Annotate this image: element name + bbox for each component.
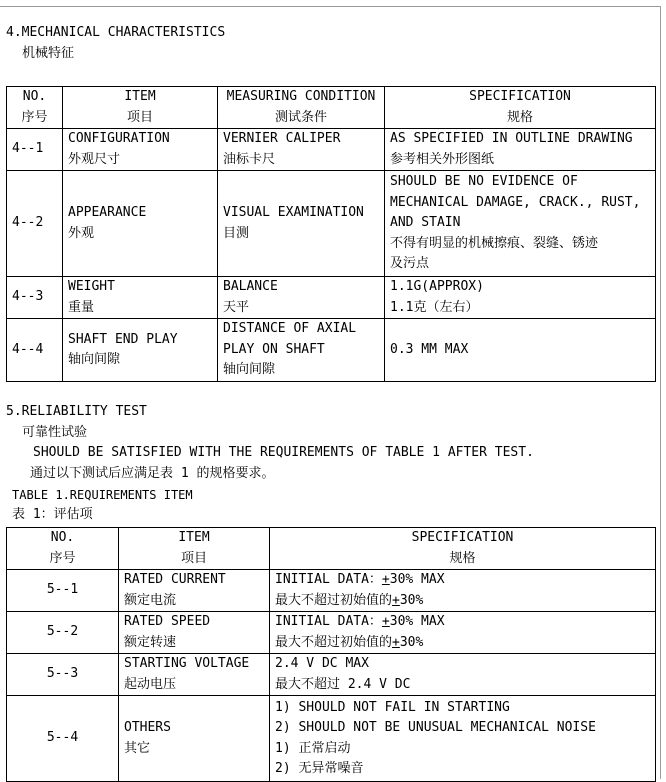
row-condition: DISTANCE OF AXIAL PLAY ON SHAFT 轴向间隙 xyxy=(218,319,385,382)
table-row xyxy=(7,129,656,171)
table-header-row xyxy=(7,87,656,129)
row-spec: 0.3 MM MAX xyxy=(385,319,656,382)
table-row xyxy=(7,612,656,654)
table1-title: TABLE 1.REQUIREMENTS ITEM xyxy=(12,488,193,502)
section4-title: 4.MECHANICAL CHARACTERISTICS xyxy=(6,25,226,40)
header-no: NO. 序号 xyxy=(7,528,119,570)
table-row xyxy=(7,570,656,612)
section5-note-cn: 通过以下测试后应满足表 1 的规格要求。 xyxy=(30,466,275,481)
row-no: 5--1 xyxy=(7,570,119,612)
section4-title-cn: 机械特征 xyxy=(22,46,75,61)
table-header-row xyxy=(7,528,656,570)
mechanical-table xyxy=(6,86,656,382)
row-spec: SHOULD BE NO EVIDENCE OF MECHANICAL DAMAGE, CRACK., RUST, AND STAIN 不得有明显的机械擦痕、裂缝、锈迹 及污点 xyxy=(385,171,656,277)
table-row xyxy=(7,654,656,696)
section5-title: 5.RELIABILITY TEST xyxy=(6,404,147,419)
row-item: RATED SPEED 额定转速 xyxy=(119,612,270,654)
section5-title-cn: 可靠性试验 xyxy=(22,425,88,440)
row-no: 4--4 xyxy=(7,319,63,382)
row-item: SHAFT END PLAY 轴向间隙 xyxy=(63,319,218,382)
page-frame-right xyxy=(660,6,661,779)
header-spec: SPECIFICATION 规格 xyxy=(270,528,656,570)
row-spec: INITIAL DATA：+30% MAX 最大不超过初始值的+30% xyxy=(270,612,656,654)
header-no: NO. 序号 xyxy=(7,87,63,129)
row-condition: VERNIER CALIPER 油标卡尺 xyxy=(218,129,385,171)
row-condition: VISUAL EXAMINATION 目测 xyxy=(218,171,385,277)
header-condition: MEASURING CONDITION 测试条件 xyxy=(218,87,385,129)
row-spec: 1.1G(APPROX) 1.1克（左右） xyxy=(385,277,656,319)
row-no: 4--3 xyxy=(7,277,63,319)
table-row xyxy=(7,171,656,277)
row-spec: 1) SHOULD NOT FAIL IN STARTING 2) SHOULD NOT BE UNUSUAL MECHANICAL NOISE 1) 正常启动 2) 无异常噪音 xyxy=(270,696,656,782)
row-item: CONFIGURATION 外观尺寸 xyxy=(63,129,218,171)
row-item: WEIGHT 重量 xyxy=(63,277,218,319)
table-row xyxy=(7,696,656,782)
section5-note: SHOULD BE SATISFIED WITH THE REQUIREMENTS OF TABLE 1 AFTER TEST. xyxy=(33,445,534,460)
row-no: 4--1 xyxy=(7,129,63,171)
reliability-table xyxy=(6,527,656,782)
row-no: 4--2 xyxy=(7,171,63,277)
row-no: 5--3 xyxy=(7,654,119,696)
row-item: RATED CURRENT 额定电流 xyxy=(119,570,270,612)
row-item: STARTING VOLTAGE 起动电压 xyxy=(119,654,270,696)
page-frame-top xyxy=(0,6,660,7)
table-row xyxy=(7,277,656,319)
header-item: ITEM 项目 xyxy=(63,87,218,129)
table1-title-cn: 表 1：评估项 xyxy=(12,507,93,522)
row-no: 5--4 xyxy=(7,696,119,782)
row-condition: BALANCE 天平 xyxy=(218,277,385,319)
row-spec: 2.4 V DC MAX 最大不超过 2.4 V DC xyxy=(270,654,656,696)
header-spec: SPECIFICATION 规格 xyxy=(385,87,656,129)
row-spec: AS SPECIFIED IN OUTLINE DRAWING 参考相关外形图纸 xyxy=(385,129,656,171)
row-item: OTHERS 其它 xyxy=(119,696,270,782)
row-item: APPEARANCE 外观 xyxy=(63,171,218,277)
row-spec: INITIAL DATA：+30% MAX 最大不超过初始值的+30% xyxy=(270,570,656,612)
row-no: 5--2 xyxy=(7,612,119,654)
header-item: ITEM 项目 xyxy=(119,528,270,570)
table-row xyxy=(7,319,656,382)
